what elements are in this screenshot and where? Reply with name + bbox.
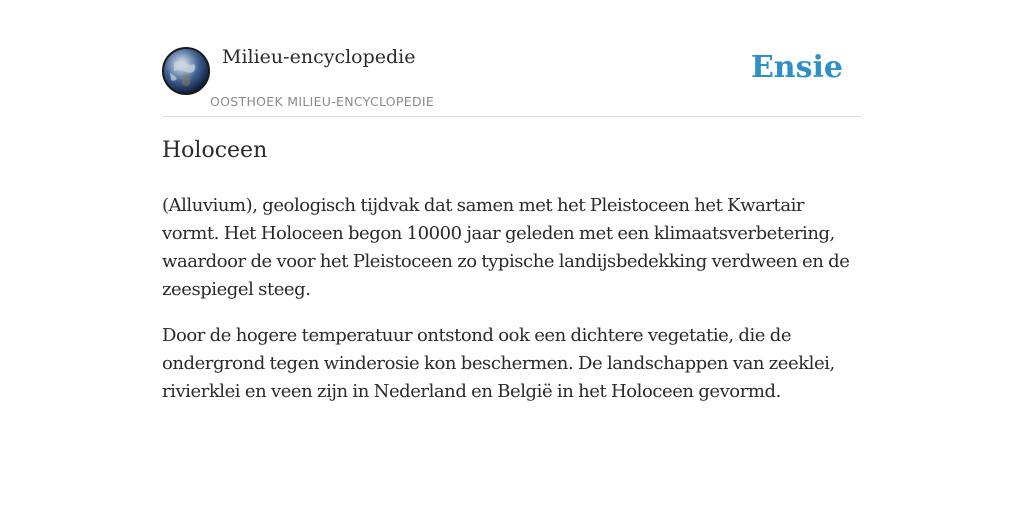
earth-globe-icon[interactable] — [162, 47, 210, 95]
entry-content — [162, 192, 862, 424]
entry-paragraph: Door de hogere temperatuur ontstond ook een dichtere vegetatie, die de ondergrond tegen winderosie kon beschermen. De landschappen van zeeklei, rivierklei en veen zijn in Nederland en België in het Holoceen gevormd. — [162, 325, 835, 402]
brand-logo-link[interactable]: Ensie — [750, 50, 843, 85]
entry-title: Holoceen — [162, 138, 268, 163]
page — [162, 0, 862, 402]
site-title[interactable]: Milieu-encyclopedie — [222, 46, 416, 68]
earth-globe-graphic — [164, 49, 208, 93]
entry-paragraph: (Alluvium), geologisch tijdvak dat samen met het Pleistoceen het Kwartair vormt. Het Holoceen begon 10000 jaar geleden met een klimaatsverbetering, waardoor de voor het Pleistoceen zo typische landijsbedekking verdween en de zeespiegel steeg. — [162, 195, 850, 300]
site-subtitle: OOSTHOEK MILIEU-ENCYCLOPEDIE — [210, 94, 435, 109]
header — [162, 0, 862, 117]
